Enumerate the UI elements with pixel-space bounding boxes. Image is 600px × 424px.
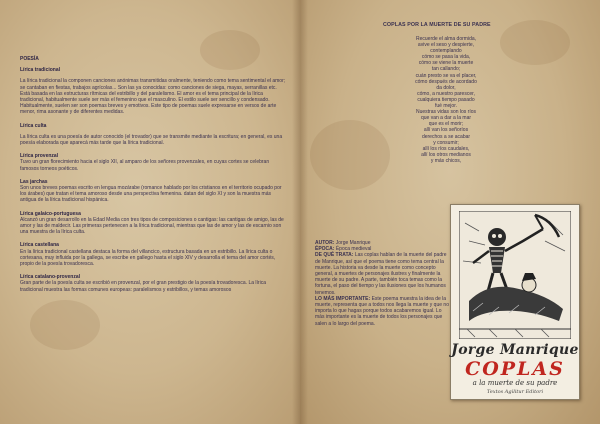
section-lirica-tradicional	[20, 67, 286, 115]
poem-line: cómo, a nuestro parescer,	[417, 90, 475, 97]
section-title: Lírica castellana	[20, 242, 59, 249]
section-body: Tuvo un gran florecimiento hacia el siglo XII, al amparo de los señores provenzales, en cuyas cortes se celebran famosos torneos poéticos.	[20, 159, 270, 172]
death-woodcut-illustration	[459, 211, 571, 339]
section-body: Son unos breves poemas escrito en lengua mozárabe (romance hablado por los cristianos en el territorio ocupado por los árabes) que tratan el tema amoroso desde una perspectiva femenina. datan del siglo XI y son la muestra más antigua de la lírica tradicional hispánica.	[20, 185, 282, 204]
poem-line: avive el seso y despierte,	[417, 42, 475, 49]
poem-line: cualquiera tiempo pasado	[417, 96, 475, 103]
author-label: AUTOR:	[315, 240, 335, 246]
cover-title: COPLAS	[465, 358, 565, 380]
poem-line: contemplando	[430, 48, 462, 55]
important-label: LO MÁS IMPORTANTE:	[315, 295, 371, 302]
poem-title: COPLAS POR LA MUERTE DE SU PADRE	[383, 22, 491, 28]
section-title: Las jarchas	[20, 178, 48, 185]
section-title: Lírica tradicional	[20, 67, 61, 74]
section-body: Gran parte de la poesía culta se escribió en provenzal, por el gran prestigio de la poesía trovadoresca. La lírica tradicional muestra las formas comunes europeas: paralelismos y estribillos, y temas amorosos	[20, 280, 266, 293]
poem-line: y más chicos,	[430, 157, 462, 164]
poem-excerpt	[395, 36, 497, 164]
paper-stain	[310, 120, 390, 190]
section-body: En la lírica tradicional castellana destaca la forma del villancico, estructura basada en un estribillo. La lírica culta o cortesana, muy influida por la gallega, se escribe en gallego hasta el siglo XIV y desarrolla el tema del amor cortés, propio de la poesía trovadoresca.	[20, 248, 276, 268]
poem-line: cómo después de acordado	[415, 78, 477, 85]
book-fold	[292, 0, 308, 424]
poem-line: cómo se pasa la vida,	[421, 54, 471, 61]
poem-line: allí los otros medianos	[421, 151, 471, 158]
poem-line: Recuerde el alma dormida,	[415, 36, 477, 42]
section-body: La lírica tradicional la componen canciones anónimas transmitidas oralmente, teniendo como tema sentimental el amor; se cantaban en fiestas, trabajos agrícolas... Son las ya conocidas: como canciones de siega, mayas, serranillas etc. Está basada en las estructuras rítmicas del estribillo y del paralelismo. El amor es el tema principal de la lírica tradicional, habitualmente suele ser más el femenino que el masculino. El estilo suele ser sencillo y condensado. Habitualmente, suelen ser son poemas breves y emotivos. Este tipo de poemas suele expresarse en versos de arte menor, rima asonante y de diferentes medidas.	[20, 78, 286, 116]
section-lirica-provenzal	[20, 153, 286, 172]
section-title: Lírica culta	[20, 122, 47, 129]
poem-line: allí los ríos caudales,	[422, 145, 470, 152]
poem-line: derechos a se acabar	[421, 133, 471, 140]
section-lirica-culta	[20, 123, 286, 147]
cover-author: Jorge Manrique	[451, 342, 579, 358]
section-body: La lírica culta es una poesía de autor conocido (el trovador) que se transmite mediante la escritura; en general, es una poesía elaborada que aparecá más tarde que la lírica tradicional.	[20, 133, 283, 147]
section-galaico-portuguesa	[20, 211, 286, 236]
poem-line: allí van los señoríos	[423, 127, 469, 134]
important-row	[315, 296, 450, 327]
section-catalano-provenzal	[20, 274, 286, 293]
epoch-value: Época medieval	[335, 246, 372, 253]
poem-line: da dolor,	[436, 84, 456, 91]
poem-info	[315, 240, 450, 327]
cover-subtitle: a la muerte de su padre	[472, 379, 558, 387]
poem-line: y consumir;	[433, 139, 459, 146]
paper-stain	[30, 300, 100, 350]
epoch-label: ÉPOCA:	[315, 246, 335, 253]
poem-line: cuán presto se va el placer,	[415, 72, 477, 79]
section-body: Alcanzó un gran desarrollo en la Edad Media con tres tipos de composiciones o cantigas: las cantigas de amigo, las de amor y las de maldecir. Las primeras pertenecen a la lírica tradicional, mientras que las de amor y las de escarnio son una muestra de la lírica culta.	[20, 216, 284, 236]
section-title: Lírica provenzal	[20, 153, 59, 160]
poem-line: Nuestras vidas son los ríos	[415, 109, 477, 116]
poem-line: que es el morir;	[428, 121, 464, 128]
poem-line: tan callando;	[431, 66, 461, 73]
section-castellana	[20, 242, 286, 267]
poetry-text	[20, 56, 286, 293]
page-heading: POESÍA	[20, 56, 39, 62]
section-title: Lírica galaico-portuguesa	[20, 210, 81, 217]
about-value: Las coplas hablan de la muerte del padre de Manrique, así que el poema tiene como tema central la muerte. La historia va desde la muerte como concepto general, a muertes de personajes ilustres y finalmente la muerte de su padre. A parte, también toca temas como la fortuna, el paso del tiempo y las ilusiones que los humanos tenemos.	[315, 252, 447, 296]
author-value: Jorge Manrique	[335, 240, 371, 246]
book-cover-image	[450, 204, 580, 400]
about-label: DE QUÉ TRATA:	[315, 252, 354, 259]
section-title: Lírica catalano-provenzal	[20, 274, 81, 281]
important-value: Este poema muestra la idea de la muerte, representa que a todos nos llega la muerte y que no importa lo que hagas porque todos acabaremos igual. Lo más importante es la muerte de todos los personajes que salen a lo largo del poema.	[315, 295, 449, 327]
poem-line: cómo se viene la muerte	[418, 60, 474, 67]
poem-line: fué mejor.	[435, 103, 457, 110]
section-jarchas	[20, 179, 286, 204]
cover-publisher: Textos Agilitur Editori	[486, 389, 544, 395]
about-row	[315, 252, 450, 295]
poem-line: que van a dar a la mar	[420, 115, 472, 122]
